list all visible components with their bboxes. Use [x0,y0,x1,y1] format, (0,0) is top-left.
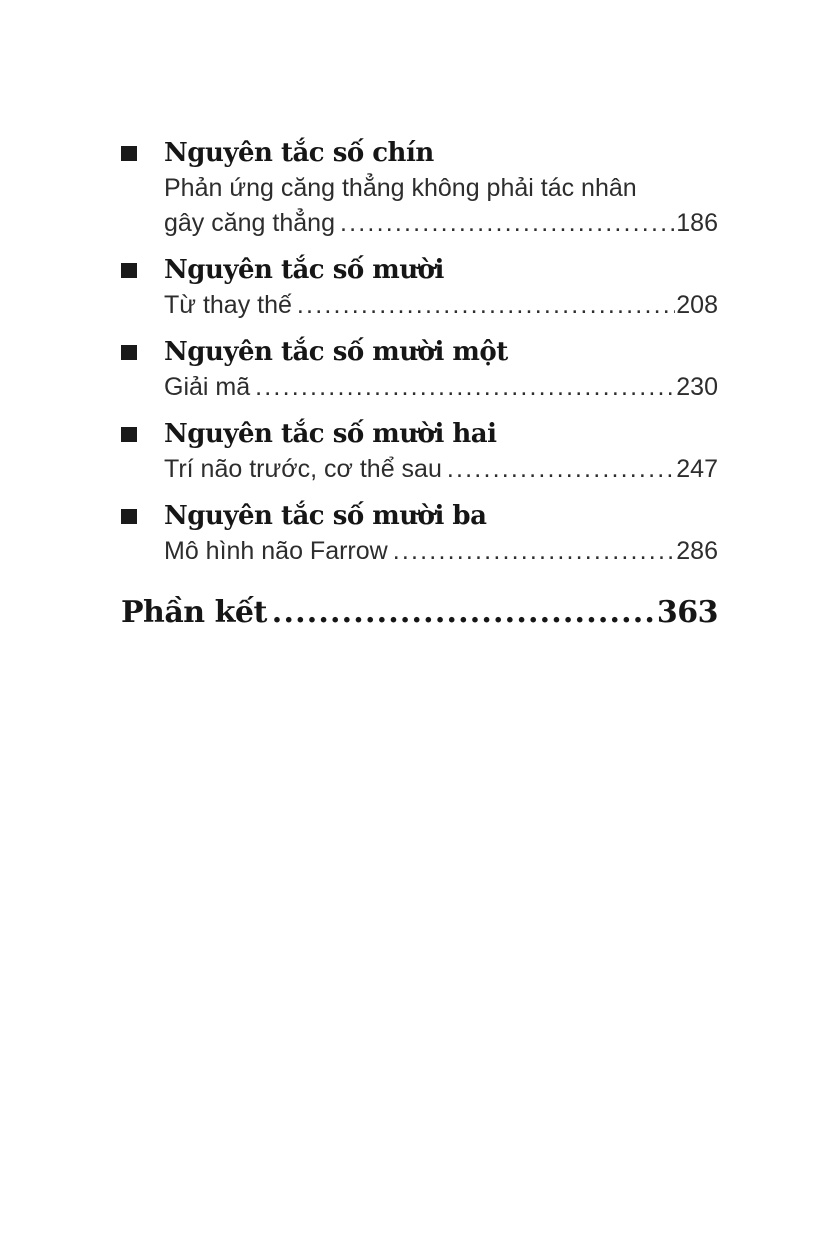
bullet-square-icon [121,427,137,442]
toc-entry-subtitle: Mô hình não Farrow [164,537,388,565]
toc-entry-heading-row [121,253,718,288]
toc-entry-subtitle-row [121,452,718,487]
toc-footer-row [121,593,718,633]
toc-footer-label: Phần kết [121,595,267,630]
page-number: 230 [676,373,718,401]
toc-entry-title: Nguyên tắc số chín [164,138,434,168]
toc-entry-subtitle-row [121,370,718,405]
toc-entry-subtitle: Từ thay thế [164,291,292,319]
bullet-square-icon [121,146,137,161]
dot-leader [255,370,675,405]
toc-entry-heading-row [121,335,718,370]
toc-entry-subtitle-line: Phản ứng căng thẳng không phải tác nhân [164,174,637,202]
page-number: 208 [676,291,718,319]
page-number: 247 [676,455,718,483]
toc-entry-title: Nguyên tắc số mười hai [164,419,497,449]
toc-entry [121,136,718,241]
toc-entry [121,417,718,487]
page-number: 363 [656,595,718,630]
bullet-square-icon [121,509,137,524]
toc-entry-title: Nguyên tắc số mười [164,255,444,285]
toc-entry-subtitle: gây căng thẳng [164,209,335,237]
toc-entry-heading-row [121,499,718,534]
toc-entry-subtitle: Trí não trước, cơ thể sau [164,455,442,483]
toc-entry-subtitle-row [121,206,718,241]
toc-entry-subtitle-row [121,288,718,323]
dot-leader [447,452,675,487]
toc-entry-subtitle-row [121,534,718,569]
dot-leader [272,593,656,633]
toc-entry-title: Nguyên tắc số mười ba [164,501,487,531]
bullet-square-icon [121,263,137,278]
toc-entry-heading-row [121,136,718,171]
toc-entry-heading-row [121,417,718,452]
page-number: 186 [676,209,718,237]
bullet-square-icon [121,345,137,360]
dot-leader [393,534,676,569]
toc-entry [121,335,718,405]
toc-entry-title: Nguyên tắc số mười một [164,337,508,367]
toc-entry [121,253,718,323]
page-number: 286 [676,537,718,565]
dot-leader [340,206,675,241]
toc-entry [121,499,718,569]
toc-entry-subtitle: Giải mã [164,373,251,401]
dot-leader [297,288,675,323]
